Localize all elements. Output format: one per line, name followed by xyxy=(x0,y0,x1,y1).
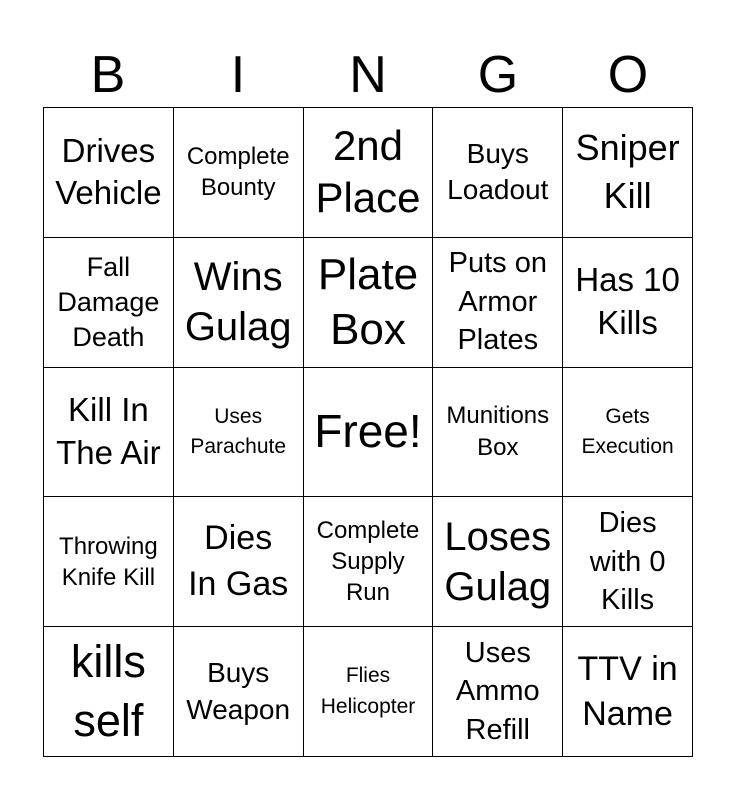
bingo-cell[interactable] xyxy=(304,108,434,238)
bingo-cell[interactable] xyxy=(433,627,563,757)
cell-text: Buys Weapon xyxy=(186,657,291,725)
cell-text: Drives Vehicle xyxy=(55,131,162,212)
bingo-cell[interactable] xyxy=(174,497,304,627)
bingo-cell[interactable] xyxy=(433,368,563,498)
cell-text: Fall Damage Death xyxy=(57,251,160,352)
bingo-cell[interactable] xyxy=(44,627,174,757)
header-letter-i: I xyxy=(230,46,246,104)
cell-text: TTV in Name xyxy=(577,650,678,733)
cell-text: Free! xyxy=(314,405,422,458)
cell-text: Throwing Knife Kill xyxy=(59,532,158,591)
cell-text: Flies Helicopter xyxy=(320,664,416,718)
bingo-cell[interactable] xyxy=(174,368,304,498)
cell-text: Has 10 Kills xyxy=(575,261,680,342)
bingo-cell[interactable] xyxy=(563,108,693,238)
bingo-cell[interactable] xyxy=(44,108,174,238)
cell-text: Puts on Armor Plates xyxy=(448,247,547,357)
cell-text: Dies with 0 Kills xyxy=(589,506,666,617)
bingo-cell[interactable] xyxy=(563,238,693,368)
bingo-cell[interactable] xyxy=(44,497,174,627)
cell-text: 2nd Place xyxy=(315,121,421,222)
bingo-cell[interactable] xyxy=(304,497,434,627)
cell-text: Uses Parachute xyxy=(190,404,287,458)
cell-text: Sniper Kill xyxy=(575,126,680,217)
cell-text: Munitions Box xyxy=(446,401,550,461)
cell-text: kills self xyxy=(70,636,146,746)
cell-text: Kill In The Air xyxy=(56,391,161,471)
header-letter-b: B xyxy=(90,46,126,104)
bingo-cell[interactable] xyxy=(433,108,563,238)
bingo-grid xyxy=(43,107,693,757)
bingo-cell[interactable] xyxy=(304,627,434,757)
cell-text: Wins Gulag xyxy=(184,255,292,350)
cell-text: Gets Execution xyxy=(581,404,674,458)
cell-text: Uses Ammo Refill xyxy=(455,636,540,746)
cell-text: Loses Gulag xyxy=(444,514,552,609)
header-letter-n: N xyxy=(349,46,387,104)
bingo-cell[interactable] xyxy=(433,497,563,627)
bingo-cell[interactable] xyxy=(563,627,693,757)
bingo-cell[interactable] xyxy=(304,238,434,368)
cell-text: Complete Supply Run xyxy=(316,517,420,607)
cell-text: Dies In Gas xyxy=(188,518,289,603)
bingo-cell[interactable] xyxy=(174,627,304,757)
bingo-header xyxy=(43,42,693,108)
cell-text: Buys Loadout xyxy=(447,138,549,206)
bingo-cell[interactable] xyxy=(304,368,434,498)
bingo-cell[interactable] xyxy=(563,368,693,498)
bingo-cell[interactable] xyxy=(174,238,304,368)
cell-text: Plate Box xyxy=(317,250,419,355)
bingo-cell[interactable] xyxy=(174,108,304,238)
cell-text: Complete Bounty xyxy=(186,143,290,202)
header-letter-o: O xyxy=(607,46,649,104)
bingo-cell[interactable] xyxy=(44,238,174,368)
bingo-cell[interactable] xyxy=(433,238,563,368)
bingo-cell[interactable] xyxy=(563,497,693,627)
header-letter-g: G xyxy=(477,46,519,104)
bingo-cell[interactable] xyxy=(44,368,174,498)
